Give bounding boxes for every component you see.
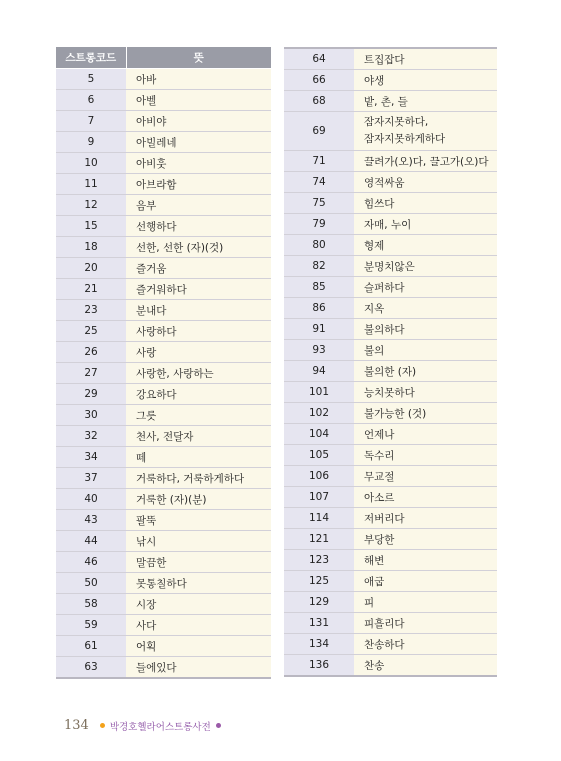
meaning-cell: 들에있다 [126,657,271,679]
table-row [56,657,271,679]
strong-code-cell: 34 [56,447,126,468]
table-row [56,384,271,405]
strong-code-cell: 11 [56,174,126,195]
table-row [56,132,271,153]
strong-code-cell: 18 [56,237,126,258]
strong-code-cell: 23 [56,300,126,321]
meaning-cell: 사다 [126,615,271,636]
strong-code-cell: 27 [56,363,126,384]
strong-code-cell: 106 [284,466,354,487]
strong-code-cell: 6 [56,90,126,111]
strong-code-cell: 43 [56,510,126,531]
strong-code-cell: 21 [56,279,126,300]
meaning-cell: 그릇 [126,405,271,426]
meaning-cell: 끌려가(오)다, 끌고가(오)다 [354,151,497,172]
meaning-cell: 형제 [354,235,497,256]
table-row [56,447,271,468]
table-row [284,256,497,277]
strong-code-cell: 26 [56,342,126,363]
meaning-line: 잠자지못하다, [364,116,429,128]
meaning-cell: 천사, 전달자 [126,426,271,447]
meaning-cell: 시장 [126,594,271,615]
page-number: 134 [64,718,89,733]
meaning-cell: 사랑하다 [126,321,271,342]
meaning-cell: 분명치않은 [354,256,497,277]
meaning-cell: 밭, 촌, 들 [354,91,497,112]
strong-code-cell: 20 [56,258,126,279]
strong-code-cell: 131 [284,613,354,634]
strong-code-cell: 37 [56,468,126,489]
table-row [56,111,271,132]
meaning-cell: 저버리다 [354,508,497,529]
strong-code-cell: 123 [284,550,354,571]
table-row [56,300,271,321]
meaning-cell: 부당한 [354,529,497,550]
table-row [56,510,271,531]
table-row [284,48,497,70]
strong-code-cell: 7 [56,111,126,132]
table-row [56,195,271,216]
strong-code-cell: 64 [284,48,354,70]
meaning-cell: 피흘리다 [354,613,497,634]
meaning-cell: 지옥 [354,298,497,319]
meaning-cell: 해변 [354,550,497,571]
strong-code-cell: 68 [284,91,354,112]
strong-code-cell: 58 [56,594,126,615]
table-row [284,382,497,403]
meaning-cell: 영적싸움 [354,172,497,193]
strong-code-cell: 9 [56,132,126,153]
meaning-cell: 아비훗 [126,153,271,174]
meaning-cell: 거룩한 (자)(분) [126,489,271,510]
table-row [284,151,497,172]
strong-code-cell: 107 [284,487,354,508]
meaning-cell: 독수리 [354,445,497,466]
table-row [56,321,271,342]
meaning-cell: 능치못하다 [354,382,497,403]
meaning-cell: 팔뚝 [126,510,271,531]
table-row [56,90,271,111]
meaning-cell [354,112,497,151]
meaning-cell: 못통칠하다 [126,573,271,594]
left-table-body [56,69,271,679]
table-row [56,531,271,552]
meaning-cell: 자매, 누이 [354,214,497,235]
table-row [56,363,271,384]
table-row [56,216,271,237]
strong-code-cell: 15 [56,216,126,237]
meaning-cell: 떼 [126,447,271,468]
meaning-cell: 아비야 [126,111,271,132]
strong-code-cell: 101 [284,382,354,403]
table-row [284,592,497,613]
table-row [284,91,497,112]
strong-code-cell: 129 [284,592,354,613]
table-row [284,571,497,592]
table-row [56,573,271,594]
table-row [56,426,271,447]
table-row [56,468,271,489]
footer-title: 박경호헬라어스트롱사전 [109,721,211,733]
table-row [284,235,497,256]
strong-code-cell: 63 [56,657,126,679]
strong-code-cell: 94 [284,361,354,382]
meaning-cell: 아벨 [126,90,271,111]
strong-code-cell: 136 [284,655,354,677]
table-row [284,529,497,550]
table-row [56,405,271,426]
meaning-cell: 즐거워하다 [126,279,271,300]
page-footer [64,718,226,733]
table-row [284,361,497,382]
table-row [284,634,497,655]
strong-code-cell: 121 [284,529,354,550]
strong-code-cell: 102 [284,403,354,424]
strong-code-cell: 25 [56,321,126,342]
table-row [56,489,271,510]
meaning-cell: 찬송하다 [354,634,497,655]
meaning-cell: 트집잡다 [354,48,497,70]
table-row [284,70,497,91]
meaning-cell: 강요하다 [126,384,271,405]
table-row [284,112,497,151]
table-row [284,319,497,340]
footer-dot [100,723,105,728]
table-row [284,613,497,634]
strong-code-cell: 114 [284,508,354,529]
strong-code-cell: 82 [284,256,354,277]
strong-code-cell: 46 [56,552,126,573]
table-row [56,237,271,258]
meaning-cell: 찬송 [354,655,497,677]
meaning-cell: 불의 [354,340,497,361]
strong-code-cell: 104 [284,424,354,445]
right-table-body [284,48,497,676]
strong-code-cell: 86 [284,298,354,319]
right-table [284,47,497,677]
table-row [284,214,497,235]
strong-code-cell: 125 [284,571,354,592]
meaning-cell: 사랑한, 사랑하는 [126,363,271,384]
strong-code-cell: 75 [284,193,354,214]
meaning-cell: 슬퍼하다 [354,277,497,298]
table-row [284,172,497,193]
table-row [56,279,271,300]
table-row [284,277,497,298]
strong-code-cell: 12 [56,195,126,216]
strong-code-cell: 93 [284,340,354,361]
table-row [56,594,271,615]
meaning-cell: 아브라함 [126,174,271,195]
meaning-cell: 말끔한 [126,552,271,573]
strong-code-cell: 29 [56,384,126,405]
meaning-cell: 거룩하다, 거룩하게하다 [126,468,271,489]
meaning-cell: 불가능한 (것) [354,403,497,424]
meaning-cell: 피 [354,592,497,613]
table-header-row [56,47,271,69]
table-row [56,615,271,636]
strong-code-cell: 59 [56,615,126,636]
meaning-cell: 분내다 [126,300,271,321]
meaning-cell: 즐거움 [126,258,271,279]
table-row [284,508,497,529]
meaning-cell: 선행하다 [126,216,271,237]
strong-code-cell: 85 [284,277,354,298]
strong-code-cell: 74 [284,172,354,193]
strong-code-cell: 61 [56,636,126,657]
header-meaning: 뜻 [126,47,271,69]
table-row [284,466,497,487]
meaning-line: 잠자지못하게하다 [364,133,446,145]
meaning-cell: 무교절 [354,466,497,487]
strong-code-cell: 30 [56,405,126,426]
strong-code-cell: 10 [56,153,126,174]
strong-code-cell: 91 [284,319,354,340]
strong-code-cell: 134 [284,634,354,655]
meaning-cell: 선한, 선한 (자)(것) [126,237,271,258]
table-row [284,445,497,466]
meaning-cell: 아바 [126,69,271,90]
strong-code-cell: 66 [284,70,354,91]
meaning-cell: 낚시 [126,531,271,552]
table-row [284,403,497,424]
table-row [284,487,497,508]
meaning-cell: 아소르 [354,487,497,508]
meaning-cell: 힘쓰다 [354,193,497,214]
table-row [284,655,497,677]
table-row [284,193,497,214]
table-row [56,258,271,279]
strong-code-cell: 40 [56,489,126,510]
header-code: 스트롱코드 [56,47,126,69]
table-row [284,340,497,361]
strong-code-cell: 79 [284,214,354,235]
meaning-cell: 불의하다 [354,319,497,340]
left-table [56,47,271,679]
table-row [284,424,497,445]
meaning-cell: 야생 [354,70,497,91]
meaning-cell: 아빌레네 [126,132,271,153]
footer-dot [216,723,221,728]
table-row [56,174,271,195]
meaning-cell: 어획 [126,636,271,657]
table-row [56,69,271,90]
strong-code-cell: 105 [284,445,354,466]
meaning-cell: 사랑 [126,342,271,363]
table-row [284,298,497,319]
strong-code-cell: 50 [56,573,126,594]
strong-code-cell: 44 [56,531,126,552]
meaning-cell: 언제나 [354,424,497,445]
strong-code-cell: 80 [284,235,354,256]
strong-code-cell: 69 [284,112,354,151]
meaning-cell: 불의한 (자) [354,361,497,382]
table-row [56,153,271,174]
meaning-cell: 애굽 [354,571,497,592]
table-row [56,636,271,657]
table-row [56,342,271,363]
table-row [56,552,271,573]
strong-code-cell: 32 [56,426,126,447]
meaning-cell: 음부 [126,195,271,216]
table-row [284,550,497,571]
strong-code-cell: 5 [56,69,126,90]
strong-code-cell: 71 [284,151,354,172]
